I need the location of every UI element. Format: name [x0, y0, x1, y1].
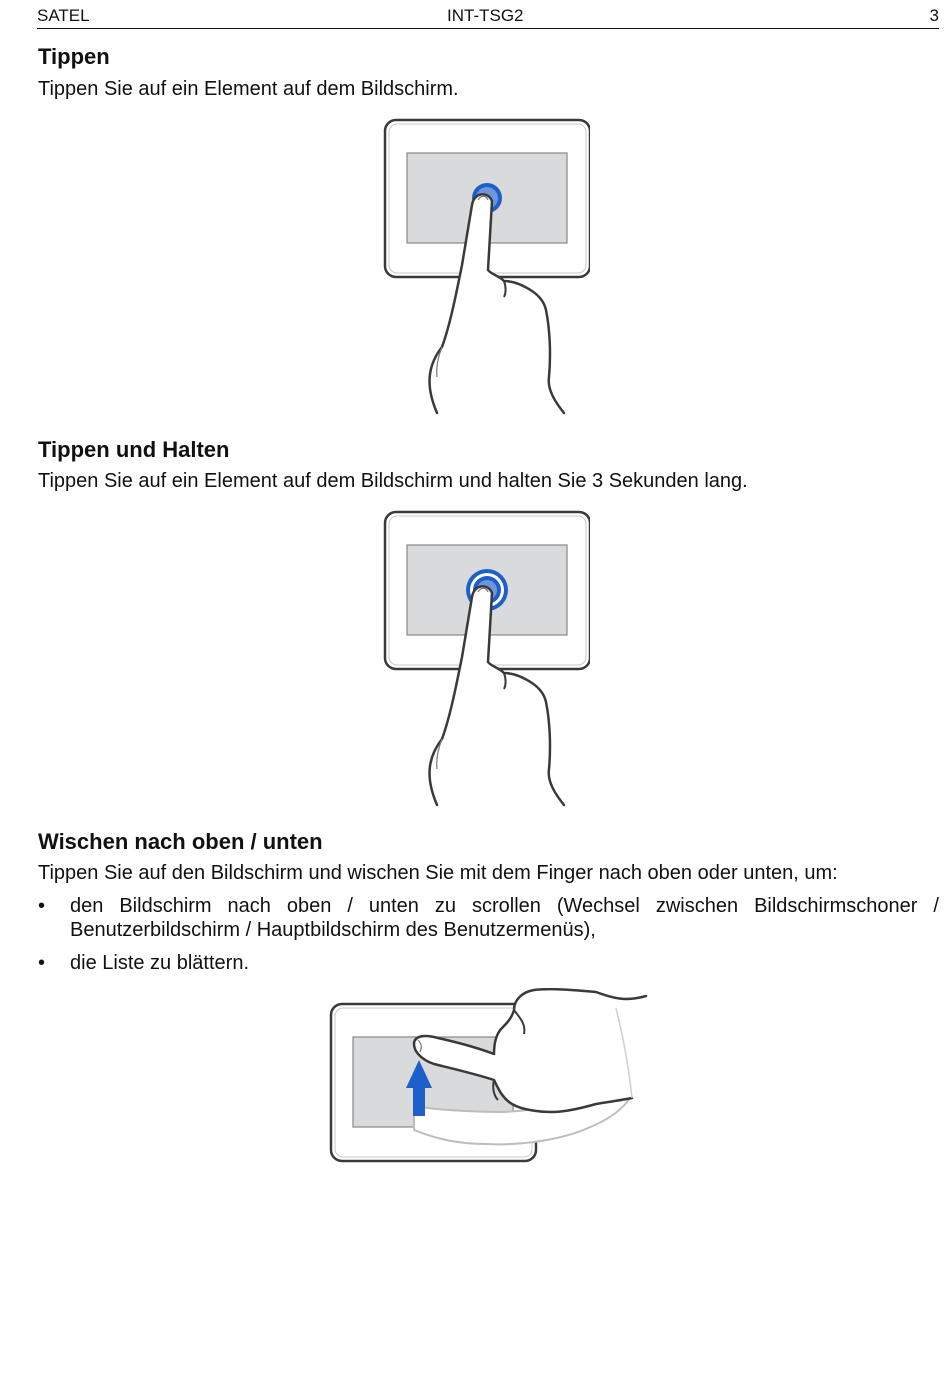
- section-title-tap-hold: Tippen und Halten: [38, 437, 230, 462]
- list-item: [38, 951, 939, 975]
- tap-and-hold-gesture-illustration: [380, 507, 590, 807]
- bullet-text: den Bildschirm nach oben / unten zu scrollen (Wechsel zwischen Bildschirmschoner / Benutzerbildschirm / Hauptbildschirm des Benutzermenüs),: [70, 895, 939, 941]
- tap-gesture-illustration: [380, 115, 590, 415]
- section-title-tap: Tippen: [38, 44, 110, 69]
- header-document-title: INT-TSG2: [447, 6, 524, 25]
- page-header: [37, 4, 939, 29]
- header-brand: SATEL: [37, 6, 90, 25]
- section-title-swipe: Wischen nach oben / unten: [38, 829, 323, 854]
- bullet-text: die Liste zu blättern.: [70, 952, 249, 974]
- section-text-tap-hold: Tippen Sie auf ein Element auf dem Bildschirm und halten Sie 3 Sekunden lang.: [38, 470, 748, 492]
- header-page-number: 3: [929, 6, 939, 25]
- bullet-icon: •: [38, 895, 46, 917]
- section-text-swipe: Tippen Sie auf den Bildschirm und wischen Sie mit dem Finger nach oben oder unten, um:: [38, 862, 838, 884]
- section-text-tap: Tippen Sie auf ein Element auf dem Bildschirm.: [38, 78, 459, 100]
- swipe-arrow-shaft: [413, 1084, 425, 1116]
- swipe-gesture-illustration: [326, 988, 656, 1168]
- list-item: [38, 894, 939, 942]
- bullet-icon: •: [38, 952, 46, 974]
